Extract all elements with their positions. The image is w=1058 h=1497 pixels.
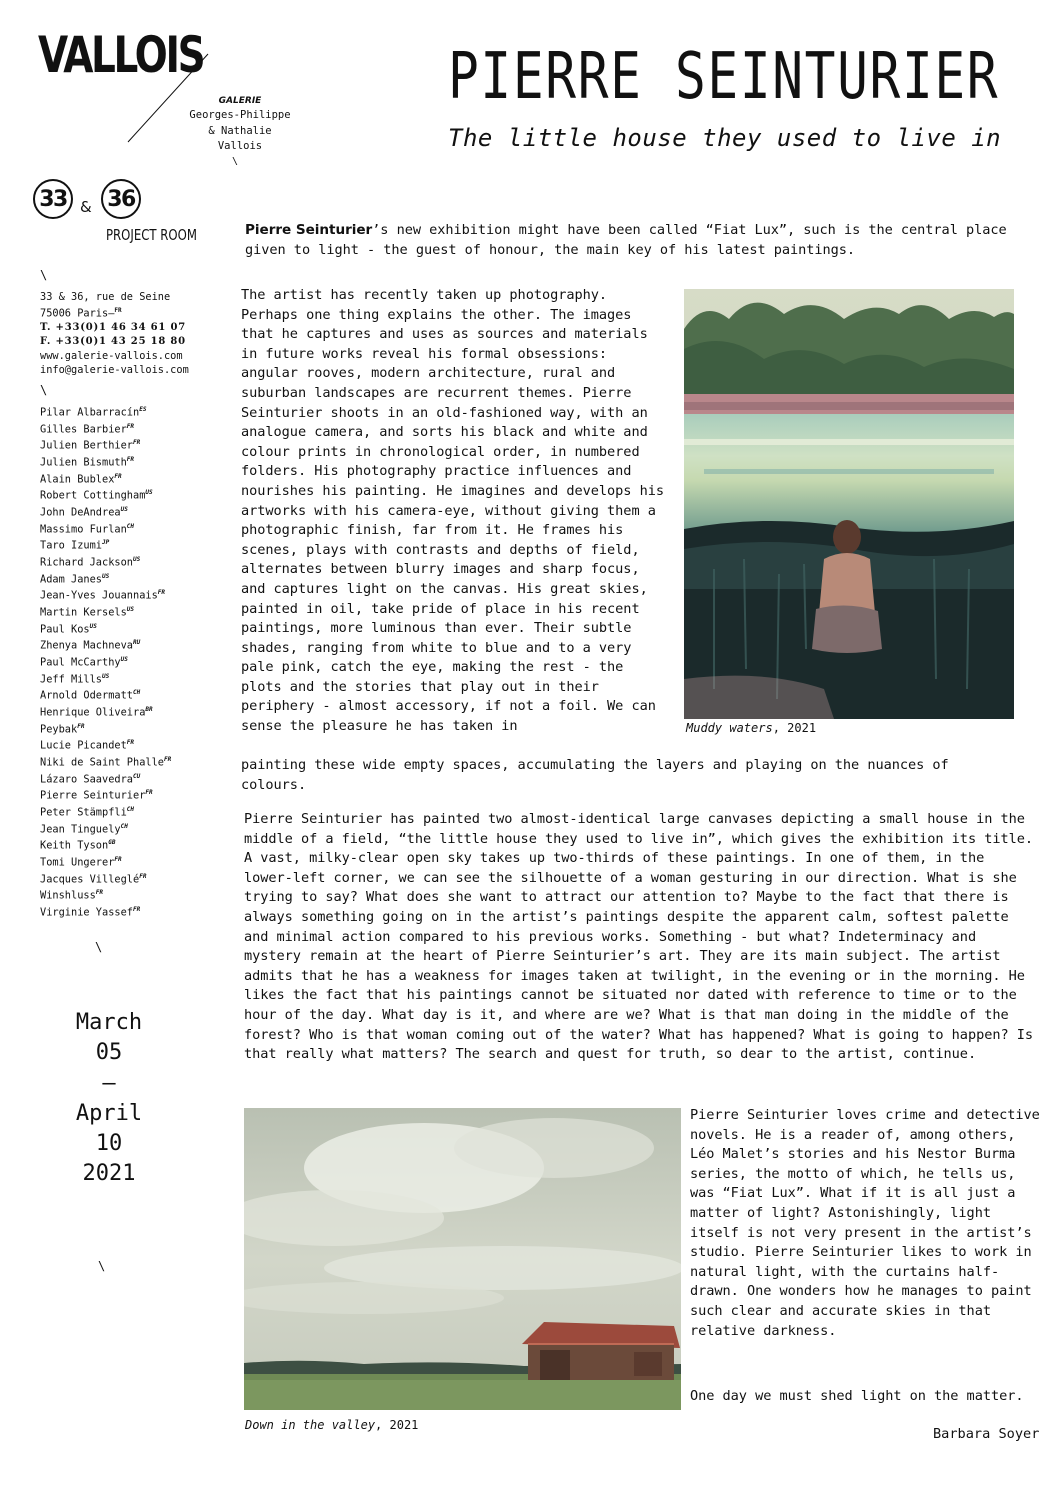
artist-country-code: GB [108, 839, 116, 847]
exhibition-artist-title: PIERRE SEINTURIER [448, 40, 1000, 114]
fax-number: F. +33(0)1 43 25 18 80 [40, 336, 186, 348]
painting-muddy-waters-image [684, 289, 1014, 719]
separator-tick: \ [40, 268, 48, 282]
artist-list-item [40, 653, 171, 670]
artist-name: Adam Janes [40, 573, 102, 586]
artist-list-item [40, 453, 171, 470]
artist-name: Martin Kersels [40, 606, 127, 619]
author-signature: Barbara Soyer [933, 1426, 1040, 1442]
galerie-label: GALERIE [218, 96, 262, 106]
artist-name: Julien Bismuth [40, 456, 127, 469]
artist-list-item [40, 520, 171, 537]
artist-list-item [40, 686, 171, 703]
end-month: April [75, 1100, 143, 1126]
artist-list-item [40, 770, 171, 787]
artist-list-item [40, 636, 171, 653]
artist-list-item [40, 420, 171, 437]
artist-list-item [40, 586, 171, 603]
artist-name: Paul Kos [40, 623, 90, 636]
artist-name: Peybak [40, 723, 78, 736]
body-paragraph-1: The artist has recently taken up photography. Perhaps one thing explains the other. The images that he captures and uses as sources and materials in future works reveal his formal obsessions: angular rooves, modern architecture, rural and suburban landscapes are recurrent themes. Pierre Seinturier shoots in an old-fashioned way, with an analogue camera, and sorts his black and white and colour prints in chronological order, in numbered folders. His photography practice influences and nourishes his painting. He imagines and develops his artworks with his camera-eye, without giving them a photographic finish, far from it. He frames his scenes, plays with contrasts and depths of field, alternates between blurry images and sharp focus, and captures light on the canvas. His great skies, painted in oil, take pride of place in his recent paintings, more luminous than ever. Their subtle shades, ranging from white to blue and to a very pale pink, catch the eye, making the rest - the plots and the stories that play out in their periphery - almost accessory, if not a foil. We can sense the pleasure he has taken in [241, 287, 664, 735]
body-paragraph-3: Pierre Seinturier loves crime and detective novels. He is a reader of, among others, Léo Malet’s stories and his Nestor Burma series, the motto of which, he tells us, was “Fiat Lux”. What if it is all just a matter of light? Astonishingly, light itself is not very present in the artist’s studio. Pierre Seinturier likes to work in natural light, with the curtains half-drawn. One wonders how he manages to paint such clear and accurate skies in that relative darkness. [690, 1107, 1040, 1339]
artists-list [40, 403, 171, 920]
galerie-name-line: Georges-Philippe [189, 109, 291, 121]
artist-country-code: FR [95, 889, 104, 897]
artist-name: Julien Berthier [40, 439, 133, 452]
country-code: FR [114, 307, 122, 315]
intro-artist-name: Pierre Seinturier [245, 222, 373, 238]
artist-name: Lucie Picandet [40, 739, 127, 752]
artist-country-code: CH [133, 689, 141, 697]
artist-list-item [40, 803, 171, 820]
artist-country-code: US [120, 506, 128, 514]
separator-tick: \ [40, 383, 48, 397]
artist-name: Niki de Saint Phalle [40, 756, 164, 769]
painting-down-in-the-valley-image [244, 1108, 681, 1410]
artist-name: Virginie Yassef [40, 906, 133, 919]
artist-country-code: CH [126, 806, 135, 814]
artist-name: Pierre Seinturier [40, 789, 146, 802]
artist-name: Pilar Albarracín [40, 406, 140, 419]
artist-list-item [40, 503, 171, 520]
artist-name: Arnold Odermatt [40, 689, 133, 702]
year: 2021 [82, 1161, 136, 1187]
artist-list-item [40, 603, 171, 620]
start-month: March [75, 1010, 143, 1035]
intro-paragraph [245, 221, 1035, 260]
ampersand: & [80, 198, 92, 216]
artist-name: Jacques Villeglé [40, 873, 140, 886]
artist-list-item [40, 620, 171, 637]
address-number-36: 36 [101, 179, 141, 219]
artist-list-item [40, 486, 171, 503]
artist-country-code: CH [126, 522, 135, 530]
artist-country-code: US [102, 572, 110, 580]
painting-1-caption [686, 721, 816, 735]
artist-name: Paul McCarthy [40, 656, 121, 669]
artist-country-code: FR [139, 872, 147, 880]
painting-1-title: Muddy waters [686, 721, 773, 735]
artist-country-code: JP [102, 539, 110, 547]
artist-name: Keith Tyson [40, 839, 109, 852]
artist-list-item [40, 753, 171, 770]
artist-list-item [40, 670, 171, 687]
artist-name: Jean Tinguely [40, 823, 121, 836]
artist-name: Alain Bublex [40, 473, 115, 486]
artist-list-item [40, 570, 171, 587]
body-paragraph-4: One day we must shed light on the matter. [690, 1388, 1024, 1404]
date-dash: — [102, 1070, 116, 1096]
city-line: 75006 Paris—$^{FR}$ [40, 307, 122, 320]
address-line: 33 & 36, rue de Seine [40, 291, 171, 303]
painting-2-caption [245, 1418, 418, 1432]
artist-name: Gilles Barbier [40, 423, 127, 436]
painting-down-in-the-valley [244, 1108, 681, 1410]
artist-name: Tomi Ungerer [40, 856, 115, 869]
artist-country-code: US [89, 622, 97, 630]
artist-country-code: BR [145, 706, 153, 714]
artist-country-code: ES [139, 406, 147, 413]
artist-country-code: US [133, 556, 141, 564]
artist-country-code: FR [114, 856, 122, 864]
artist-list-item [40, 470, 171, 487]
gallery-logo: VALLOIS [38, 26, 204, 84]
website-link[interactable]: www.galerie-vallois.com [40, 350, 183, 363]
artist-name: John DeAndrea [40, 506, 121, 519]
artist-list-item [40, 903, 171, 920]
artist-name: Taro Izumi [40, 539, 102, 552]
artist-country-code: FR [126, 456, 135, 464]
body-paragraph-1-continued: painting these wide empty spaces, accumulating the layers and playing on the nuances of colours. [241, 757, 949, 793]
artist-list-item [40, 536, 171, 553]
artist-country-code: FR [77, 722, 85, 730]
painting-1-year: , 2021 [772, 721, 817, 735]
end-day: 10 [95, 1131, 123, 1157]
painting-2-title: Down in the valley [245, 1418, 376, 1432]
painting-muddy-waters [684, 289, 1014, 719]
artist-country-code: FR [114, 472, 122, 480]
artist-country-code: US [145, 489, 153, 497]
artist-list-item [40, 703, 171, 720]
artist-list-item [40, 886, 171, 903]
artist-country-code: FR [164, 756, 172, 764]
galerie-name-line: Vallois [217, 140, 263, 152]
city: 75006 Paris [40, 307, 109, 320]
artist-country-code: US [120, 656, 128, 664]
artist-name: Jeff Mills [40, 673, 102, 686]
artist-country-code: CH [120, 822, 128, 830]
artist-name: Massimo Furlan [40, 523, 127, 536]
artist-name: Lázaro Saavedra [40, 773, 133, 786]
artist-country-code: RU [133, 639, 141, 647]
artist-name: Winshluss [40, 889, 96, 902]
artist-country-code: FR [133, 906, 141, 914]
artist-name: Robert Cottingham [40, 489, 146, 502]
artist-country-code: US [102, 672, 110, 680]
artist-list-item [40, 720, 171, 737]
artist-country-code: FR [145, 789, 153, 797]
artist-list-item [40, 736, 171, 753]
body-paragraph-2: Pierre Seinturier has painted two almost-identical large canvases depicting a small house in the middle of a field, “the little house they used to live in”, which gives the exhibition its title. A vast, milky-clear open sky takes up two-thirds of these paintings. In one of them, in the lower-left corner, we can see the silhouette of a woman gesturing in our direction. What is she trying to say? What does she want to attract our attention to? Maybe to the fact that there is always something going on in the artist’s paintings despite the apparent calm, softest palette and minimal action compared to his previous works. Something - but what? Indeterminacy and mystery remain at the heart of Pierre Seinturier’s art. They are its main subject. The artist admits that he has a weakness for images taken at twilight, in the evening or in the morning. He likes the fact that his paintings cannot be situated nor dated with reference to time or to the hour of the day. What day is it, and where are we? What is that man doing in the middle of the forest? Who is that woman coming out of the water? What has happened? What is going to happen? Is that really what matters? The search and quest for truth, so dear to the artist, continue. [244, 811, 1034, 1063]
start-day: 05 [95, 1040, 123, 1066]
artist-country-code: FR [133, 439, 141, 447]
email-link[interactable]: info@galerie-vallois.com [40, 364, 189, 377]
phone-number: T. +33(0)1 46 34 61 07 [40, 321, 186, 333]
artist-list-item [40, 553, 171, 570]
artist-name: Jean-Yves Jouannais [40, 589, 158, 602]
separator-tick: \ [95, 940, 103, 954]
address-number-33: 33 [33, 179, 73, 219]
artist-name: Henrique Oliveira [40, 706, 146, 719]
artist-name: Richard Jackson [40, 556, 133, 569]
artist-list-item [40, 820, 171, 837]
exhibition-subtitle: The little house they used to live in [448, 124, 1002, 152]
artist-list-item [40, 836, 171, 853]
artist-country-code: CU [133, 772, 141, 780]
separator-tick: \ [232, 156, 239, 167]
project-room-label: PROJECT ROOM [106, 226, 197, 244]
artist-country-code: US [126, 606, 135, 614]
galerie-owner-names [175, 108, 305, 155]
artist-list-item [40, 436, 171, 453]
artist-country-code: FR [157, 589, 166, 597]
artist-list-item [40, 870, 171, 887]
artist-list-item [40, 786, 171, 803]
artist-country-code: FR [126, 739, 135, 747]
intro-text: ’s new exhibition might have been called “Fiat Lux”, such is the central place given to light - the guest of honour, the main key of his latest paintings. [245, 222, 1007, 258]
contact-block [40, 290, 189, 378]
exhibition-dates [40, 1008, 178, 1190]
artist-list-item [40, 853, 171, 870]
artist-country-code: FR [126, 422, 135, 430]
separator-tick: \ [98, 1259, 106, 1273]
artist-list-item [40, 403, 171, 420]
galerie-name-line: & Nathalie [208, 124, 272, 137]
painting-2-year: , 2021 [375, 1418, 419, 1432]
artist-name: Zhenya Machneva [40, 639, 133, 652]
artist-name: Peter Stämpfli [40, 806, 127, 819]
